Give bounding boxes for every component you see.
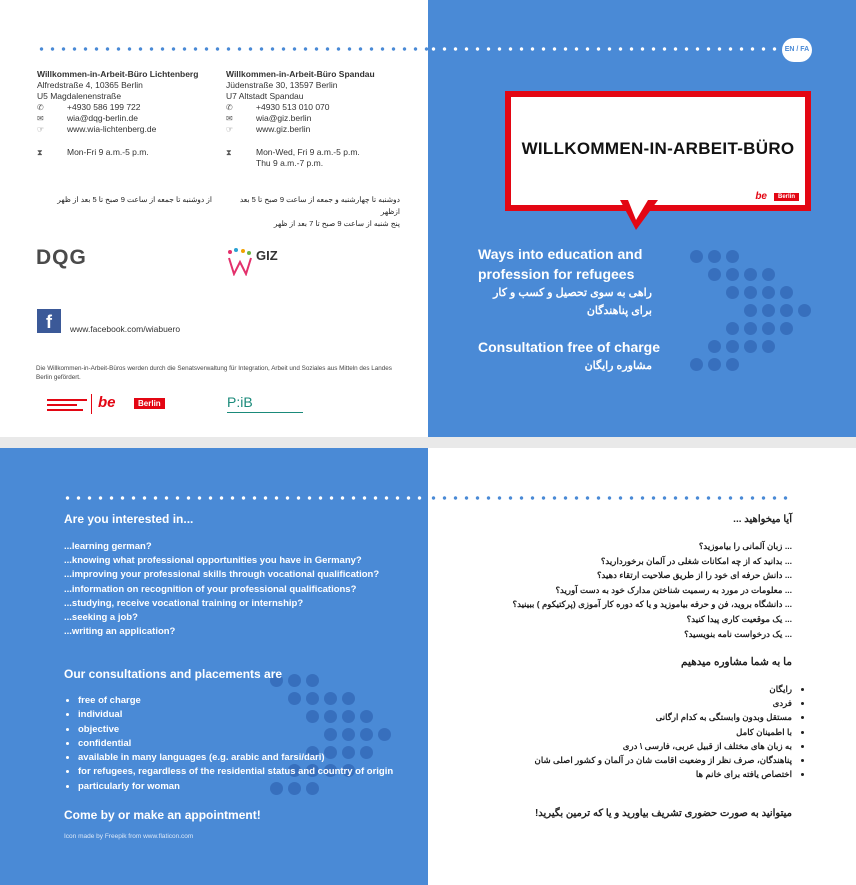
list-item: • for refugees, regardless of the residential status and country of origin [78,765,428,779]
email-icon: ✉ [37,114,44,123]
phone-icon: ✆ [37,103,44,112]
office-hours: Mon-Fri 9 a.m.-5 p.m. [67,147,149,157]
web-icon: ☞ [226,125,234,134]
office-name: Willkommen-in-Arbeit-Büro Spandau [226,69,375,79]
list-item: • اختصاص یافته برای خانم ها [448,767,792,781]
giz-logo-mark [226,248,254,276]
brand-card-inner [511,97,805,205]
inside-right-panel [428,448,856,885]
speech-bubble-tail [618,200,678,232]
list-item: ...learning german? [64,541,152,552]
list-item: ... دانش حرفه ای خود را از طریق صلاحیت ارتقاء دهید؟ [596,570,792,581]
interest-list [64,540,414,639]
dqg-logo: DQG [36,246,87,269]
interest-title: Are you interested in... [64,512,194,526]
office-street: Alfredstraße 4, 10365 Berlin [37,80,143,90]
consultation-heading: Consultation free of charge [478,339,661,355]
office-transit: U7 Altstadt Spandau [226,91,304,101]
list-item: • رایگان [448,682,792,696]
berlin-badge: Berlin [774,193,799,201]
list-item: ... یک موقعیت کاری پیدا کنید؟ [686,613,792,624]
email-icon: ✉ [226,114,233,123]
office2-hours-fa-2: پنج شنبه از ساعت 9 صبح تا 7 بعد از ظهر [273,219,400,228]
list-item: • فردی [448,696,792,710]
pib-logo: P:iB [227,394,253,410]
logo-divider [91,394,92,414]
list-item: • available in many languages (e.g. arabic and farsi/dari) [78,751,428,765]
office-hours: Mon-Wed, Fri 9 a.m.-5 p.m. [256,147,360,157]
office-phone: +4930 586 199 722 [67,102,141,112]
list-item: ... بدانید که از چه امکانات شغلی در آلمان برخوردارید؟ [600,555,792,566]
interest-list-fa [448,539,792,641]
tagline-heading: Ways into education and profession for refugees [478,246,643,282]
berlin-badge: Berlin [134,398,165,409]
list-item: • با اطمینان کامل [448,725,792,739]
list-item: ...information on recognition of your professional qualifications? [64,583,357,595]
office2-hours-fa [226,194,400,230]
be-berlin-logo: be [98,394,116,411]
office-spandau [226,69,406,169]
list-item: • free of charge [78,694,428,708]
dotted-rule [36,47,428,51]
clock-icon: ⧗ [37,148,43,157]
dotted-rule [428,47,780,51]
funding-note: Die Willkommen-in-Arbeit-Büros werden durch die Senatsverwaltung für Integration, Arbeit und Soziales aus Mitteln des Landes Berlin gefördert. [36,365,392,381]
dotted-rule [428,496,792,500]
office-name: Willkommen-in-Arbeit-Büro Lichtenberg [37,69,199,79]
brand-title: WILLKOMMEN-IN-ARBEIT-BÜRO [521,139,795,158]
consultations-list [64,694,428,794]
list-item: • objective [78,723,428,737]
front-cover-panel [428,0,856,437]
call-to-action: Come by or make an appointment! [64,808,261,822]
be-berlin-logo: be [755,191,767,202]
office-street: Jüdenstraße 30, 13597 Berlin [226,80,338,90]
office2-hours-fa-1: دوشنبه تا چهارشنبه و جمعه از ساعت 9 صبح تا 5 بعد ازظهر [239,195,400,216]
list-item: • به زبان های مختلف از قبیل عربی، فارسی \ دری [448,739,792,753]
office-email[interactable]: wia@giz.berlin [256,113,312,123]
list-item: • مستقل وبدون وابستگی به کدام ارگانی [448,710,792,724]
list-item: ...seeking a job? [64,612,138,624]
inside-left-panel [0,448,428,885]
list-item: • پناهندگان، صرف نظر از وضعیت اقامت شان در آلمان و کشور اصلی شان [448,753,792,767]
senate-logo [47,395,89,413]
list-item: • individual [78,708,428,722]
consultations-title-fa: ما به شما مشاوره میدهیم [681,656,792,668]
dotted-rule [62,496,428,500]
list-item: • confidential [78,737,428,751]
web-icon: ☞ [37,125,45,134]
list-item: • particularly for woman [78,780,428,794]
office-hours-fa: از دوشنبه تا جمعه از ساعت 9 صبح تا 5 بعد از ظهر [57,195,212,204]
list-item: ...studying, receive vocational training or internship? [64,597,304,609]
facebook-icon[interactable]: f [37,309,61,333]
tagline-heading-fa: راهی به سوی تحصیل و کسب و کار برای پناهندگان [493,287,652,317]
facebook-link[interactable]: www.facebook.com/wiabuero [70,324,181,334]
list-item: ... یک درخواست نامه بنویسید؟ [684,628,792,639]
office-web[interactable]: www.wia-lichtenberg.de [67,124,157,134]
list-item: ... زبان آلمانی را بیاموزید؟ [698,541,792,551]
list-item: ...knowing what professional opportunities you have in Germany? [64,555,362,567]
consultation-heading-fa: مشاوره رایگان [584,360,652,372]
giz-logo: GIZ [256,248,278,263]
page-gap [0,437,856,448]
office-hours-thu: Thu 9 a.m.-7 p.m. [256,158,324,168]
list-item: ... دانشگاه بروید، فن و حرفه بیاموزید و یا که دوره کار آموزی (پرکتیکوم ) ببینید؟ [512,599,792,610]
consultations-list-fa [448,682,806,781]
interest-title-fa: آیا میخواهید ... [733,514,792,525]
pib-underline [227,412,303,413]
office-email[interactable]: wia@dqg-berlin.de [67,113,139,123]
phone-icon: ✆ [226,103,233,112]
call-to-action-fa: میتوانید به صورت حضوری تشریف بیاورید و یا که ترمین بگیرید! [534,808,792,819]
list-item: ... معلومات در مورد به رسمیت شناختن مدارک خود به دست آورید؟ [555,584,792,595]
icon-credit: Icon made by Freepik from www.flaticon.com [64,833,194,840]
office-phone: +4930 513 010 070 [256,102,330,112]
office-lichtenberg [37,69,217,158]
brand-card [505,91,811,211]
consultations-title: Our consultations and placements are [64,667,283,681]
list-item: ...writing an application? [64,626,176,638]
office-web[interactable]: www.giz.berlin [256,124,311,134]
list-item: ...improving your professional skills through vocational qualification? [64,569,380,581]
office-transit: U5 Magdalenenstraße [37,91,122,101]
clock-icon: ⧗ [226,148,232,157]
back-cover-panel [0,0,428,437]
language-badge[interactable]: EN / FA [782,38,812,62]
